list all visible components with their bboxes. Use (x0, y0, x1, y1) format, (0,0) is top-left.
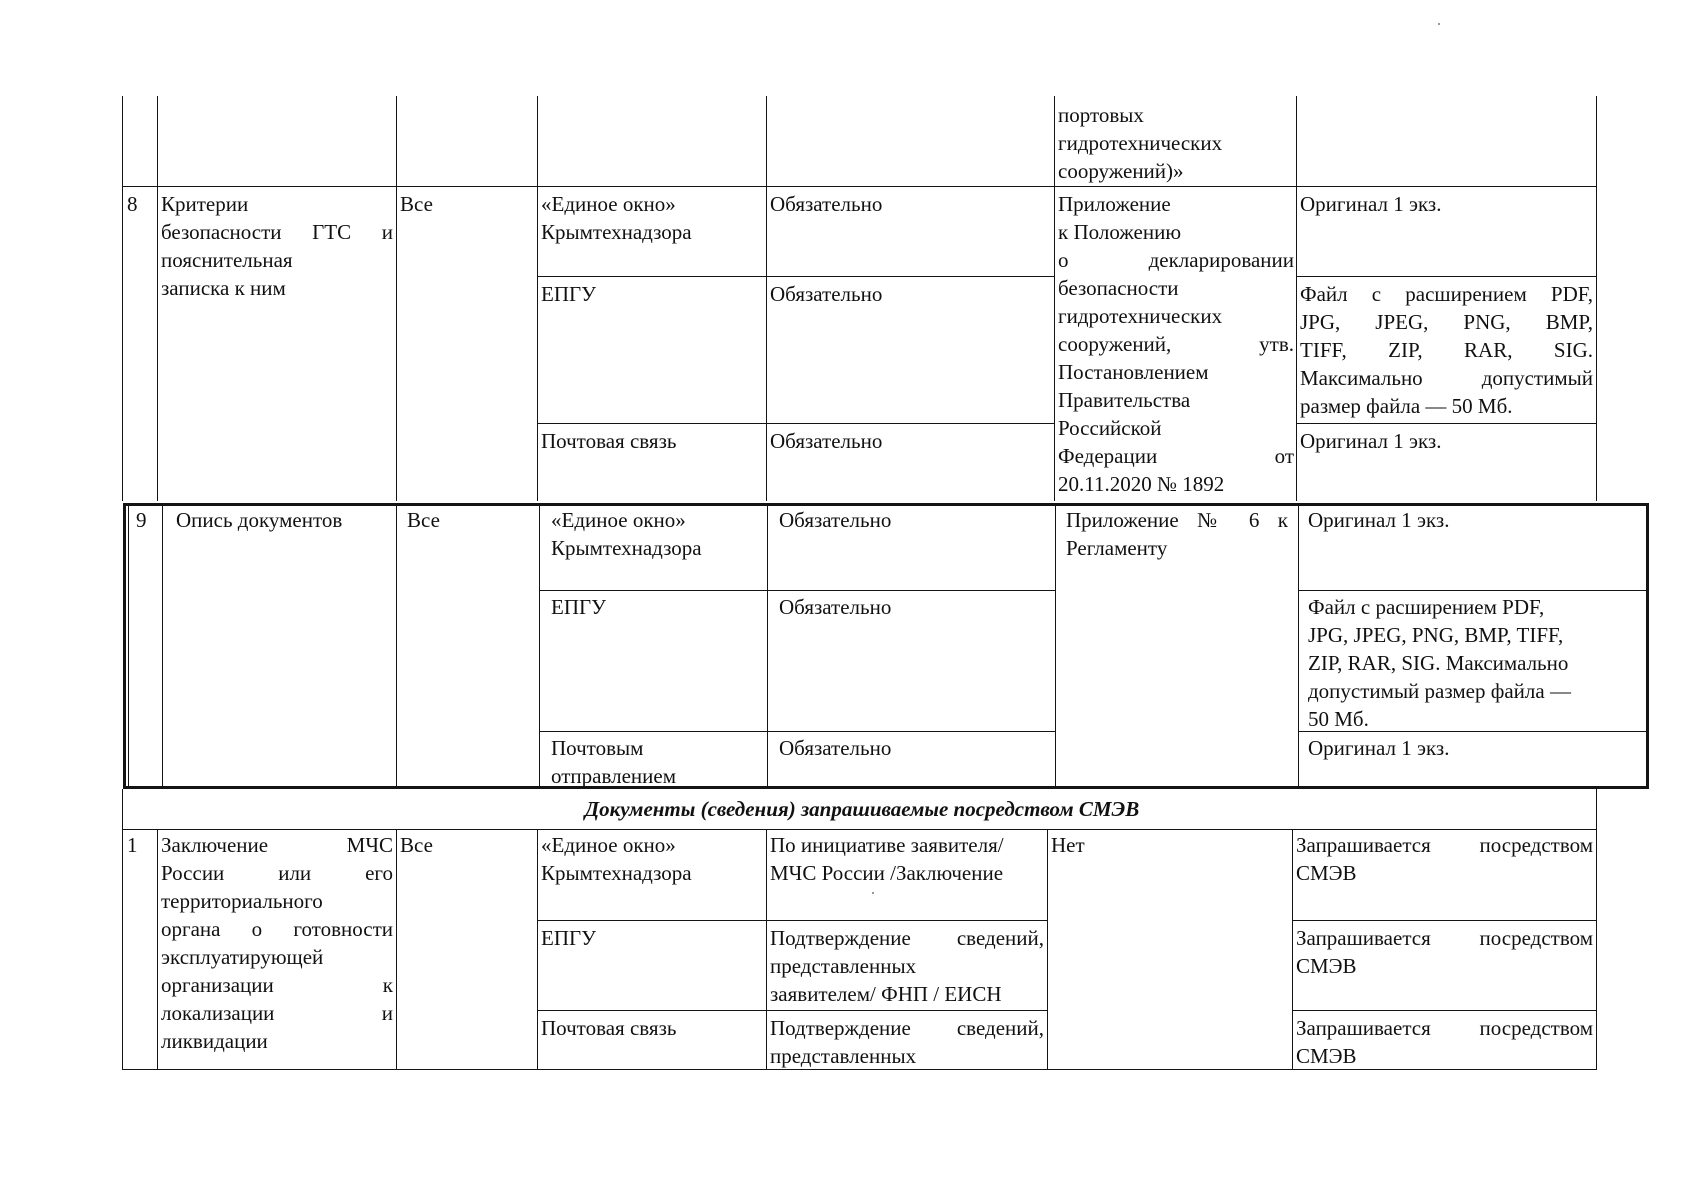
text-line: TIFF, ZIP, RAR, SIG. (1300, 338, 1593, 362)
text-line: безопасности (1058, 276, 1179, 300)
applicants: Все (400, 192, 433, 216)
requirement-status: По инициативе заявителя/ (770, 833, 1004, 857)
scan-speck (1438, 23, 1440, 25)
requirement-status: Обязательно (770, 429, 883, 453)
text-line: локализации и (161, 1001, 393, 1025)
text-line: пояснительная (161, 248, 293, 272)
row-number: 8 (127, 192, 138, 216)
text-line: Приложение № 6 к (1066, 508, 1288, 532)
text-line: портовых (1058, 103, 1144, 127)
channel-label: Крымтехнадзора (541, 220, 692, 244)
text-line: Российской (1058, 416, 1162, 440)
text-line: Федерации от (1058, 444, 1294, 468)
requirement-status: Подтверждение сведений, (770, 1016, 1044, 1040)
text-line: JPG, JPEG, PNG, BMP, TIFF, (1308, 623, 1564, 647)
text-line: организации к (161, 973, 393, 997)
applicants: Все (407, 508, 440, 532)
text-line: территориального (161, 889, 323, 913)
channel-label: «Единое окно» (551, 508, 686, 532)
channel-label: Почтовая связь (541, 1016, 677, 1040)
channel-label: Крымтехнадзора (541, 861, 692, 885)
submission-form: СМЭВ (1296, 861, 1357, 885)
submission-form: СМЭВ (1296, 954, 1357, 978)
submission-form: Оригинал 1 экз. (1300, 429, 1442, 453)
text-line: к Положению (1058, 220, 1182, 244)
text-line: ликвидации (161, 1029, 268, 1053)
channel-label: Почтовая связь (541, 429, 677, 453)
requirement-status: Обязательно (779, 736, 892, 760)
document-name: Опись документов (176, 508, 343, 532)
channel-label: ЕПГУ (541, 282, 597, 306)
requirement-status: Обязательно (779, 508, 892, 532)
channel-label: ЕПГУ (551, 595, 607, 619)
text-line: Файл с расширением PDF, (1308, 595, 1545, 619)
text-line: записка к ним (161, 276, 286, 300)
channel-label: ЕПГУ (541, 926, 597, 950)
submission-form: Оригинал 1 экз. (1300, 192, 1442, 216)
text-line: Критерии (161, 192, 249, 216)
text-line: безопасности ГТС и (161, 220, 393, 244)
text-line: Регламенту (1066, 536, 1168, 560)
requirement-status: Обязательно (779, 595, 892, 619)
submission-form: Запрашивается посредством (1296, 833, 1593, 857)
requirement-status: Подтверждение сведений, (770, 926, 1044, 950)
requirement-status: Обязательно (770, 192, 883, 216)
text-line: органа о готовности (161, 917, 393, 941)
row-number: 9 (136, 508, 147, 532)
text-line: Файл с расширением PDF, (1300, 282, 1593, 306)
legal-basis: Нет (1051, 833, 1085, 857)
text-line: размер файла — 50 Мб. (1300, 394, 1513, 418)
channel-label: Почтовым (551, 736, 644, 760)
text-line: гидротехнических (1058, 131, 1223, 155)
text-line: сооружений, утв. (1058, 332, 1294, 356)
text-line: гидротехнических (1058, 304, 1223, 328)
applicants: Все (400, 833, 433, 857)
text-line: 20.11.2020 № 1892 (1058, 472, 1225, 496)
text-line: России или его (161, 861, 393, 885)
text-line: допустимый размер файла — (1308, 679, 1571, 703)
scan-speck (872, 892, 874, 894)
requirement-status: заявителем/ ФНП / ЕИСН (770, 982, 1002, 1006)
text-line: сооружений)» (1058, 159, 1184, 183)
channel-label: Крымтехнадзора (551, 536, 702, 560)
submission-form: СМЭВ (1296, 1044, 1357, 1068)
text-line: ZIP, RAR, SIG. Максимально (1308, 651, 1569, 675)
row-number: 1 (127, 833, 138, 857)
requirement-status: представленных (770, 954, 917, 978)
submission-form: Запрашивается посредством (1296, 1016, 1593, 1040)
requirement-status: представленных (770, 1044, 917, 1068)
requirement-status: Обязательно (770, 282, 883, 306)
channel-label: «Единое окно» (541, 192, 676, 216)
text-line: Приложение (1058, 192, 1171, 216)
submission-form: Запрашивается посредством (1296, 926, 1593, 950)
text-line: эксплуатирующей (161, 945, 324, 969)
text-line: JPG, JPEG, PNG, BMP, (1300, 310, 1593, 334)
channel-label: «Единое окно» (541, 833, 676, 857)
channel-label: отправлением (551, 764, 676, 788)
submission-form: Оригинал 1 экз. (1308, 736, 1450, 760)
text-line: Постановлением (1058, 360, 1209, 384)
text-line: 50 Мб. (1308, 707, 1369, 731)
text-line: Правительства (1058, 388, 1191, 412)
section-heading: Документы (сведения) запрашиваемые посредством СМЭВ (584, 797, 1140, 821)
text-line: Максимально допустимый (1300, 366, 1593, 390)
text-line: о декларировании (1058, 248, 1294, 272)
requirement-status: МЧС России /Заключение (770, 861, 1004, 885)
text-line: Заключение МЧС (161, 833, 393, 857)
submission-form: Оригинал 1 экз. (1308, 508, 1450, 532)
